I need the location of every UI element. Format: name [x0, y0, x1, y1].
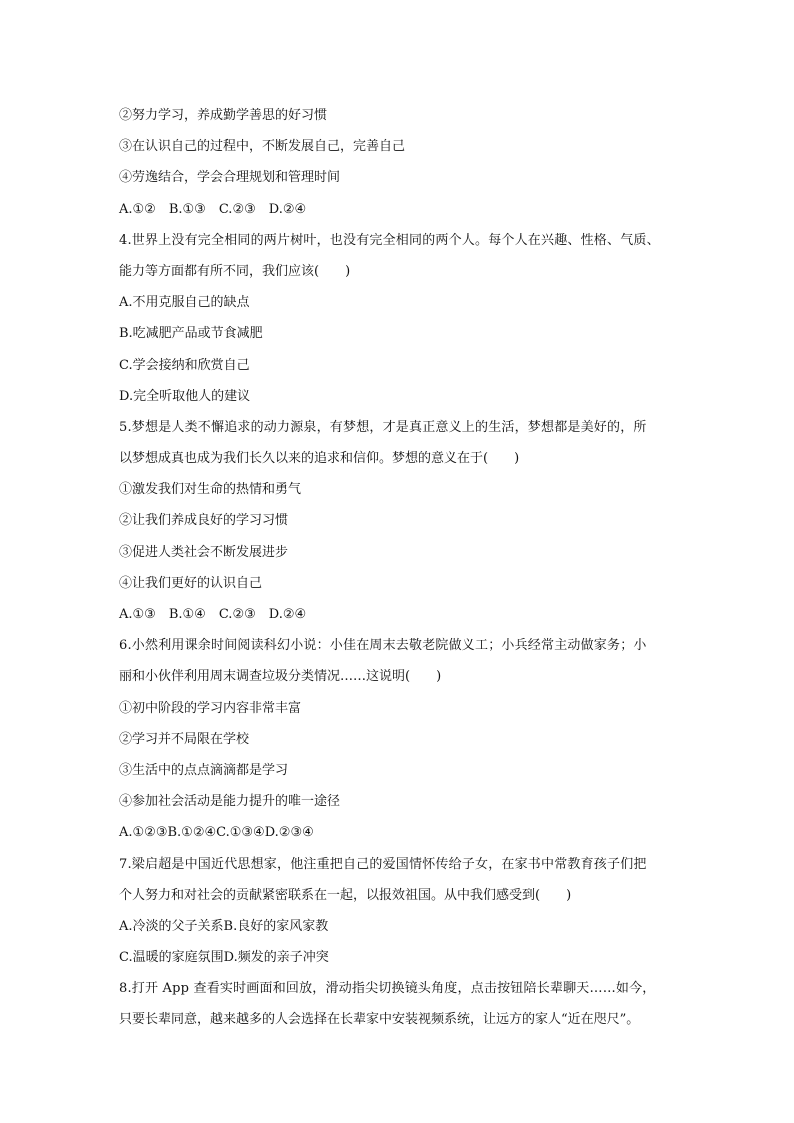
answer-choice-b: B.吃减肥产品或节食减肥 — [119, 326, 263, 342]
answer-choices: A.①②③B.①②④C.①③④D.②③④ — [119, 825, 314, 841]
option-line: ④让我们更好的认识自己 — [119, 575, 263, 591]
question-7-stem: 7.梁启超是中国近代思想家，他注重把自己的爱国情怀传给子女，在家书中常教育孩子们把 — [119, 856, 647, 872]
option-line: ③促进人类社会不断发展进步 — [119, 544, 289, 560]
option-line: ④参加社会活动是能力提升的唯一途径 — [119, 794, 341, 810]
question-text-block — [119, 100, 681, 1036]
option-line: ②学习并不局限在学校 — [119, 731, 250, 747]
question-4-stem: 4.世界上没有完全相同的两片树叶，也没有完全相同的两个人。每个人在兴趣、性格、气质、 — [119, 232, 660, 248]
question-4-stem-continued: 能力等方面都有所不同，我们应该( ) — [119, 263, 351, 279]
option-line: ③在认识自己的过程中，不断发展自己，完善自己 — [119, 139, 406, 155]
question-8-stem-continued: 只要长辈同意，越来越多的人会选择在长辈家中安装视频系统，让远方的家人“近在咫尺”。 — [119, 1012, 640, 1028]
answer-choices: A.①③ B.①④ C.②③ D.②④ — [119, 607, 307, 622]
option-line: ①初中阶段的学习内容非常丰富 — [119, 700, 302, 716]
question-6-stem-continued: 丽和小伙伴利用周末调查垃圾分类情况……这说明( ) — [119, 669, 442, 685]
option-line: ①激发我们对生命的热情和勇气 — [119, 482, 302, 498]
question-6-stem: 6.小然利用课余时间阅读科幻小说：小佳在周末去敬老院做义工；小兵经常主动做家务；小 — [119, 638, 647, 654]
option-line: ③生活中的点点滴滴都是学习 — [119, 762, 289, 778]
question-5-stem: 5.梦想是人类不懈追求的动力源泉，有梦想，才是真正意义上的生活，梦想都是美好的，所 — [119, 419, 647, 435]
option-line: ②努力学习，养成勤学善思的好习惯 — [119, 108, 328, 123]
answer-choices-ab: A.冷淡的父子关系B.良好的家风家教 — [119, 918, 329, 934]
answer-choices: A.①② B.①③ C.②③ D.②④ — [119, 201, 307, 217]
question-7-stem-continued: 个人努力和对社会的贡献紧密联系在一起，以报效祖国。从中我们感受到( ) — [119, 887, 572, 903]
answer-choices-cd: C.温暖的家庭氛围D.频发的亲子冲突 — [119, 950, 329, 966]
option-line: ②让我们养成良好的学习习惯 — [119, 513, 289, 529]
answer-choice-d: D.完全听取他人的建议 — [119, 388, 251, 404]
question-8-stem: 8.打开 App 查看实时画面和回放，滑动指尖切换镜头角度，点击按钮陪长辈聊天……如今， — [119, 981, 656, 997]
answer-choice-c: C.学会接纳和欣赏自己 — [119, 357, 250, 373]
question-5-stem-continued: 以梦想成真也成为我们长久以来的追求和信仰。梦想的意义在于( ) — [119, 451, 520, 467]
answer-choice-a: A.不用克服自己的缺点 — [119, 295, 250, 311]
option-line: ④劳逸结合，学会合理规划和管理时间 — [119, 170, 341, 186]
